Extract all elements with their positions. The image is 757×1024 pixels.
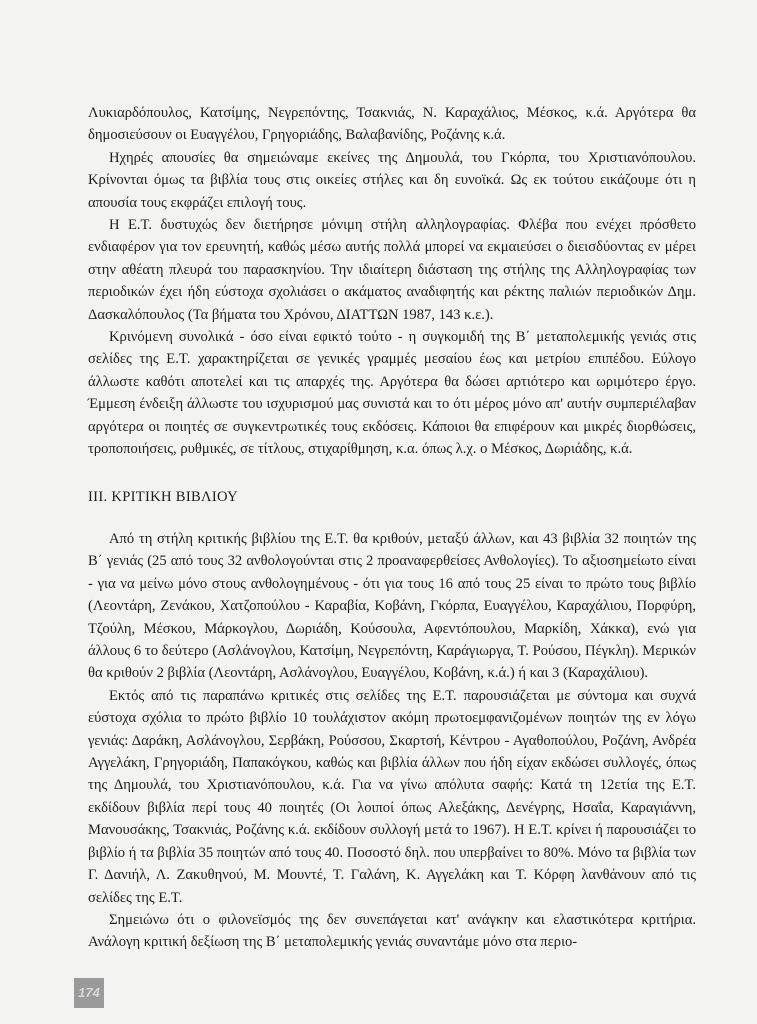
paragraph: Λυκιαρδόπουλος, Κατσίμης, Νεγρεπόντης, Τσακνιάς, Ν. Καραχάλιος, Μέσκος, κ.ά. Αργότερα θα δημοσιεύσουν οι Ευαγγέλου, Γρηγοριάδης, Βαλαβανίδης, Ροζάνης κ.ά. (88, 105, 696, 144)
paragraph: Από τη στήλη κριτικής βιβλίου της Ε.Τ. θα κριθούν, μεταξύ άλλων, και 43 βιβλία 32 ποιητών της Β΄ γενιάς (25 από τους 32 ανθολογούνται στις 2 προαναφερθείσες Ανθολογίες). Το αξιοσημείωτο είναι - για να μείνω μόνο στους ανθολογημένους - ότι για τους 16 από τους 25 είναι το πρώτο τους βιβλίο (Λεοντάρη, Ζενάκου, Χατζοπούλου - Καραβία, Κοβάνη, Γκόρπα, Ευαγγέλου, Καραχάλιου, Πορφύρη, Τζούλη, Μέσκου, Μάρκογλου, Δωριάδη, Κούσουλα, Αφεντόπουλου, Μαρκίδη, Χάκκα), ενώ για άλλους 6 το δεύτερο (Ασλάνογλου, Κατσίμη, Νεγρεπόντη, Καράγιωργα, Τ. Ρούσου, Πέγκλη). Μερικών θα κριθούν 2 βιβλία (Λεοντάρη, Ασλάνογλου, Ευαγγέλου, Κοβάνη, κ.ά.) ή και 3 (Καραχάλιου). (88, 531, 696, 682)
paragraph: Η Ε.Τ. δυστυχώς δεν διετήρησε μόνιμη στήλη αλληλογραφίας. Φλέβα που ενέχει πρόσθετο ενδιαφέρον για τον ερευνητή, καθώς μέσω αυτής πολλά μπορεί να εκμαιεύσει ο διεισδύοντας εν μέρει στην αθέατη πλευρά του παρασκηνίου. Την ιδιαίτερη διάσταση της στήλης της Αλληλογραφίας των περιοδικών έχει ήδη εύστοχα σχολιάσει ο ακάματος αναδιφητής και ρέκτης παλιών περιοδικών Δημ. Δασκαλόπουλος (Τα βήματα του Χρόνου, ΔΙΑΤΤΩΝ 1987, 143 κ.ε.). (88, 217, 696, 323)
paragraph: Κρινόμενη συνολικά - όσο είναι εφικτό τούτο - η συγκομιδή της Β΄ μεταπολεμικής γενιάς στις σελίδες της Ε.Τ. χαρακτηρίζεται σε γενικές γραμμές μεσαίου έως και μετρίου επιπέδου. Εύλογο άλλωστε καθότι αποτελεί και τις απαρχές της. Αργότερα θα δώσει αρτιότερο και ωριμότερο έργο. Έμμεση ένδειξη άλλωστε του ισχυρισμού μας συνιστά και το ότι μέρος μόνο απ' αυτήν συμπεριέλαβαν αργότερα οι ποιητές σε συγκεντρωτικές τους εκδόσεις. Κάποιοι θα επιφέρουν και μικρές διορθώσεις, τροποποιήσεις, ρυθμικές, σε τίτλους, στιχαρίθμηση, κ.α. όπως λ.χ. ο Μέσκος, Δωριάδης, κ.ά. (88, 329, 696, 458)
page-number: 174 (78, 985, 100, 1000)
paragraph: Σημειώνω ότι ο φιλονεϊσμός της δεν συνεπάγεται κατ' ανάγκην και ελαστικότερα κριτήρια. Ανάλογη κριτική δεξίωση της Β΄ μεταπολεμικής γενιάς συναντάμε μόνο στα περιο- (88, 911, 696, 951)
text-block-top (88, 102, 696, 461)
section-heading: ΙΙΙ. ΚΡΙΤΙΚΗ ΒΙΒΛΙΟΥ (88, 489, 239, 505)
text-block-bottom (88, 528, 696, 954)
paragraph: Εκτός από τις παραπάνω κριτικές στις σελίδες της Ε.Τ. παρουσιάζεται με σύντομα και συχνά εύστοχα σχόλια το πρώτο βιβλίο 10 τουλάχιστον ακόμη πρωτοεμφανιζομένων ποιητών της εν λόγω γενιάς: Δαράκη, Ασλάνογλου, Σερβάκη, Ρούσσου, Σκαρτσή, Κέντρου - Αγαθοπούλου, Ροζάνη, Ανδρέα Αγγελάκη, Γρηγοριάδη, Παπακόγκου, καθώς και βιβλία άλλων που ήδη είχαν εκδώσει συλλογές, όπως της Δημουλά, του Χριστιανόπουλου, κ.ά. Για να γίνω απόλυτα σαφής: Κατά τη 12ετία της Ε.Τ. εκδίδουν βιβλία περί τους 40 ποιητές (Οι λοιποί όπως Αλεξάκης, Δενέγρης, Ησαΐα, Καραγιάννη, Μανουσάκης, Τσακνιάς, Ροζάνης κ.ά. εκδίδουν συλλογή μετά το 1967). Η Ε.Τ. κρίνει ή παρουσιάζει το βιβλίο ή τα βιβλία 35 ποιητών από τους 40. Ποσοστό δηλ. που υπερβαίνει το 80%. Μόνο τα βιβλία των Γ. Δανιήλ, Λ. Ζακυθηνού, Μ. Μουντέ, Τ. Γαλάνη, Κ. Αγγελάκη και Τ. Κόρφη λανθάνουν από τις σελίδες της Ε.Τ. (88, 687, 696, 906)
paragraph: Ηχηρές απουσίες θα σημειώναμε εκείνες της Δημουλά, του Γκόρπα, του Χριστιανόπουλου. Κρίνονται όμως τα βιβλία τους στις οικείες στήλες και δη ευνοϊκά. Ως εκ τούτου εικάζουμε ότι η απουσία τους εκφράζει επιλογή τους. (88, 149, 696, 211)
page-number-badge (74, 978, 104, 1008)
